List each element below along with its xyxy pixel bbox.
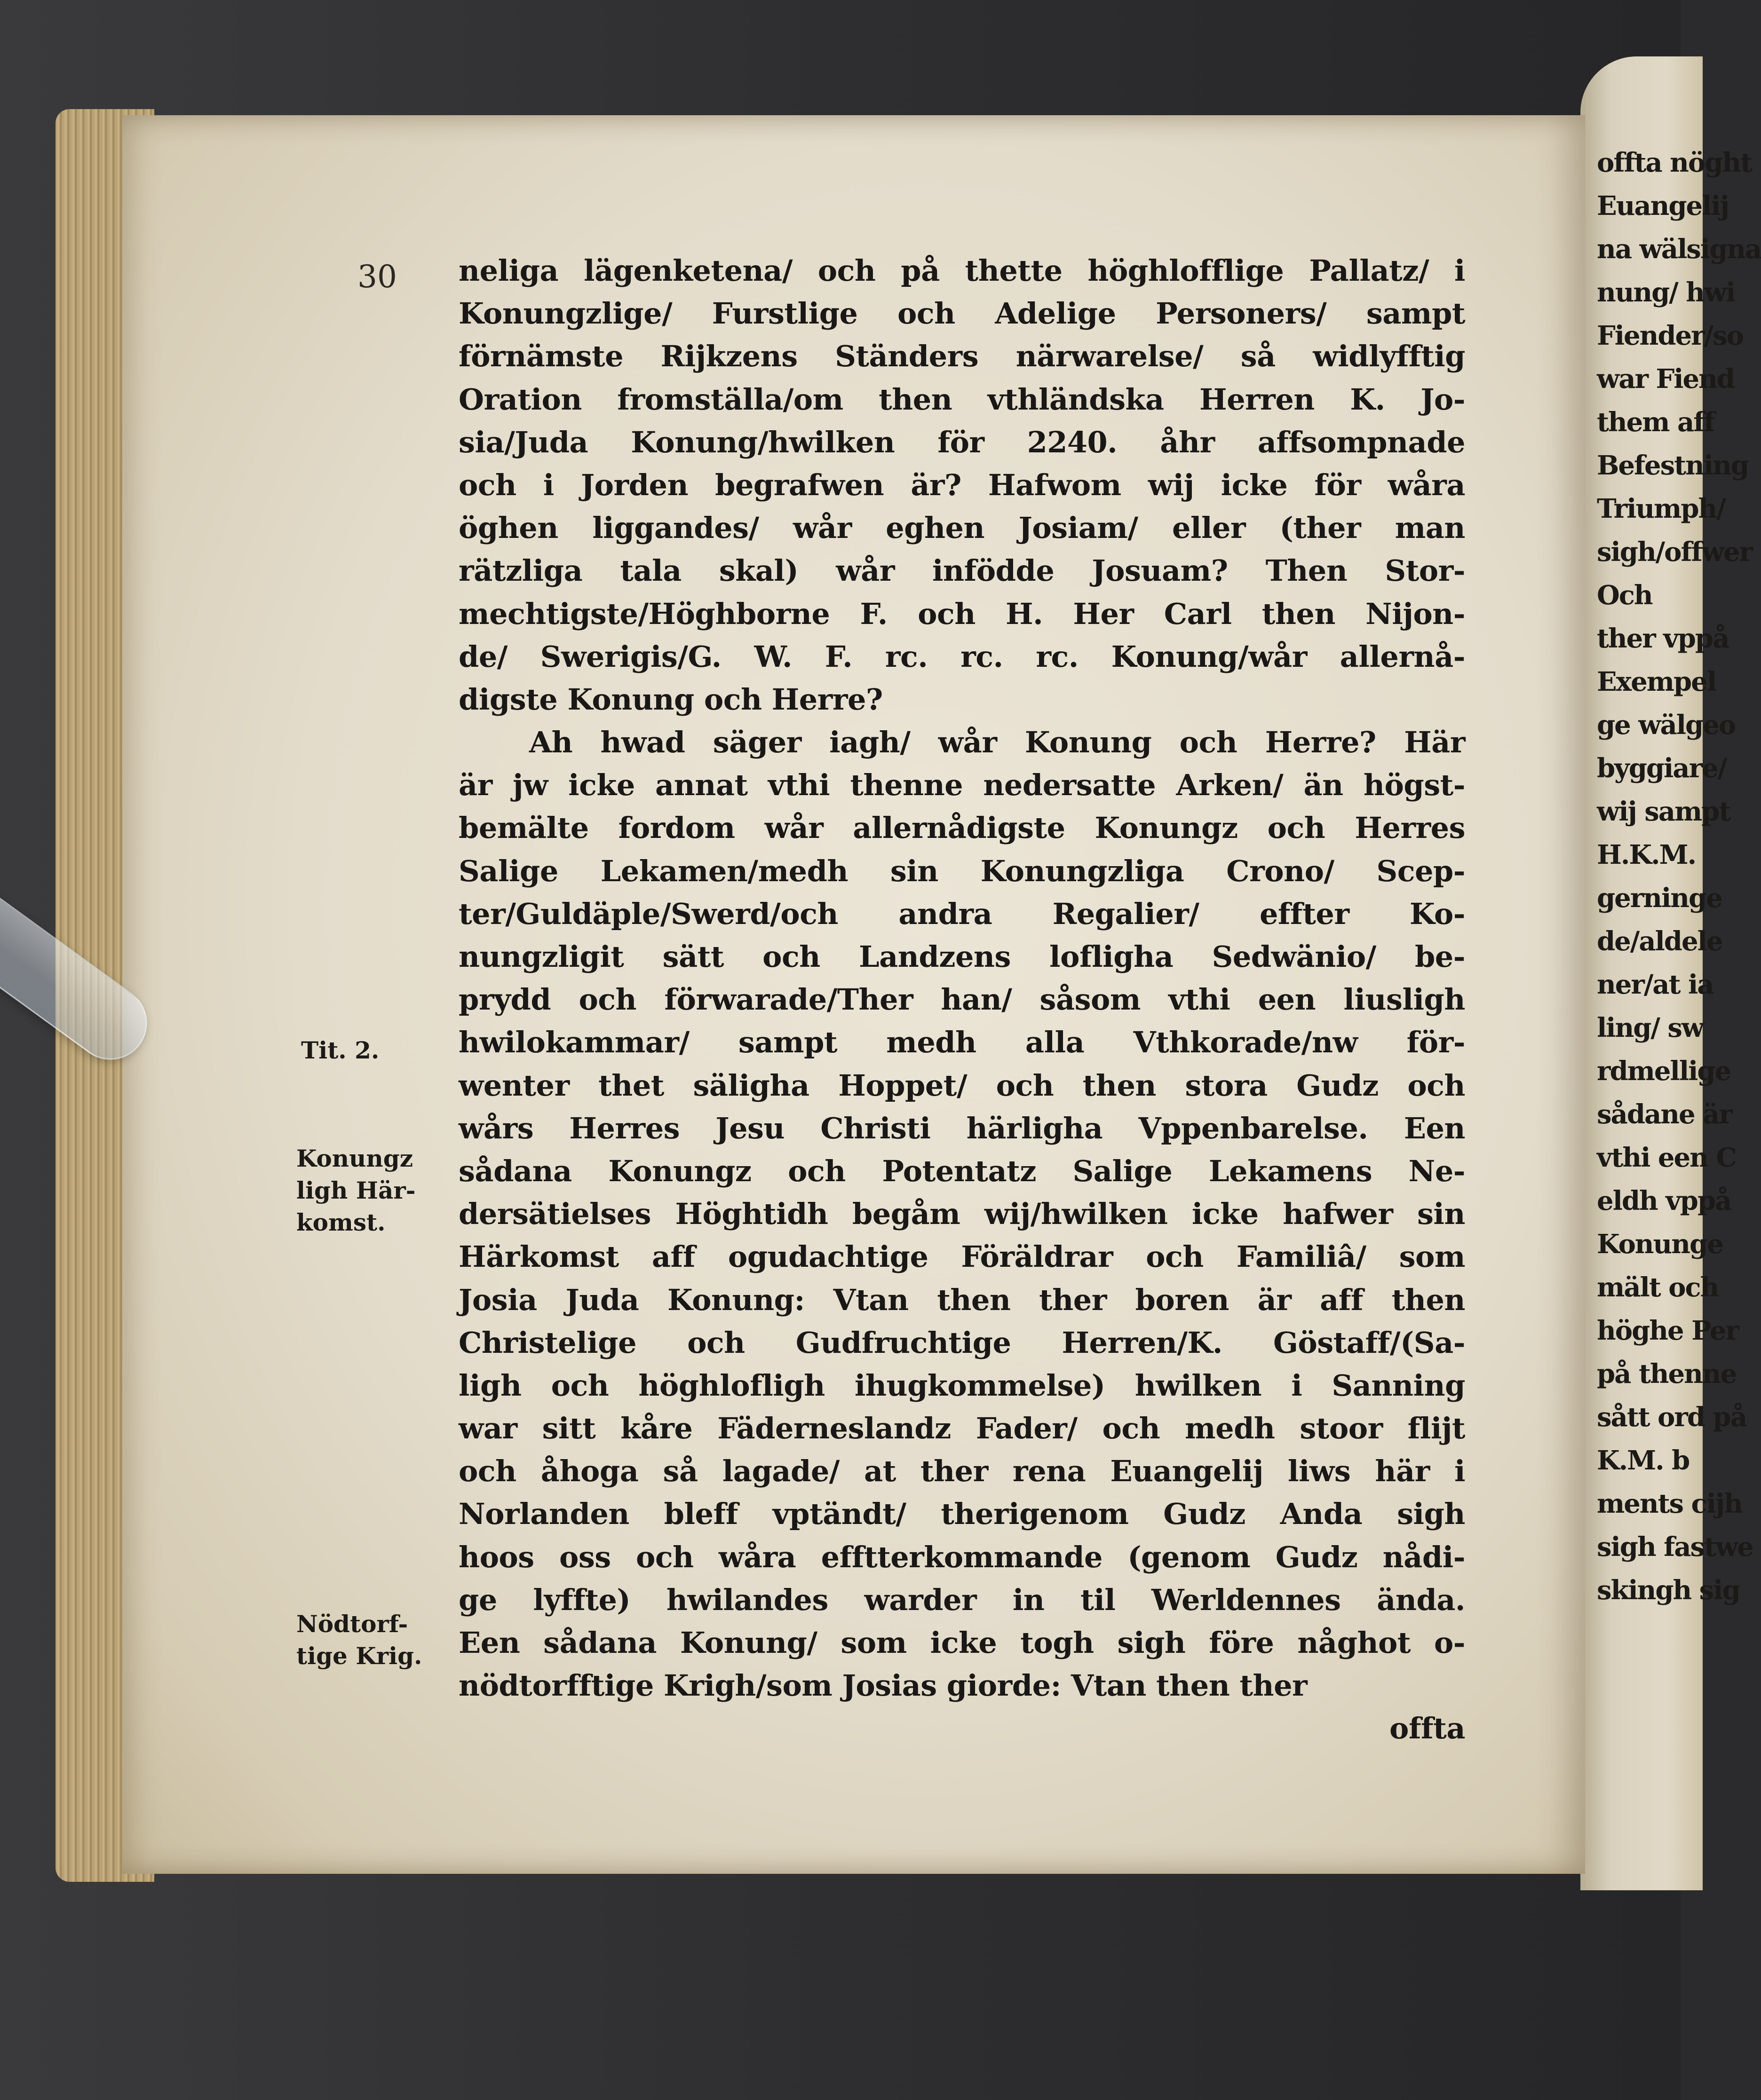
facing-page-line: na wälsigna <box>1597 234 1761 265</box>
text-line: bemälte fordom wår allernådigste Konungz och Herres <box>459 811 1465 845</box>
text-line: Salige Lekamen/medh sin Konungzliga Crono/ Scep- <box>459 853 1465 888</box>
facing-page-line: sått ord på <box>1597 1402 1746 1433</box>
facing-page-line: sigh fastwe <box>1597 1532 1753 1563</box>
text-line: och åhoga så lagade/ at ther rena Euangelij liws här i <box>459 1454 1465 1489</box>
facing-page-line: offta nöght <box>1597 147 1752 178</box>
text-line: prydd och förwarade/Ther han/ såsom vthi een liusligh <box>459 982 1465 1017</box>
facing-page-line: H.K.M. <box>1597 839 1696 870</box>
margin-note-tit <box>301 1034 379 1066</box>
facing-page-line: ling/ sw <box>1597 1012 1704 1043</box>
text-line: wenter thet säligha Hoppet/ och then stora Gudz och <box>459 1068 1465 1103</box>
text-line: ter/Guldäple/Swerd/och andra Regalier/ effter Ko- <box>459 896 1465 931</box>
text-line: digste Konung och Herre? <box>459 682 883 717</box>
text-line: Konungzlige/ Furstlige och Adelige Personers/ sampt <box>459 296 1465 331</box>
facing-page-line: eldh vppå <box>1597 1185 1731 1216</box>
text-line: Norlanden bleff vptändt/ therigenom Gudz Anda sigh <box>459 1497 1465 1532</box>
facing-page-line: byggiare/ <box>1597 753 1727 784</box>
facing-page-line: de/aldele <box>1597 926 1722 957</box>
facing-page-line: ther vppå <box>1597 623 1729 654</box>
text-line: war sitt kåre Fäderneslandz Fader/ och medh stoor flijt <box>459 1411 1465 1446</box>
facing-page-line: Konunge <box>1597 1229 1723 1260</box>
facing-page-line: sådane är <box>1597 1099 1732 1130</box>
facing-page-line: vthi een C <box>1597 1142 1736 1173</box>
text-line: ligh och höghlofligh ihugkommelse) hwilken i Sanning <box>459 1368 1465 1403</box>
margin-note-line: tige Krig. <box>296 1642 422 1670</box>
facing-page-line: mält och <box>1597 1272 1719 1303</box>
facing-page-line: ge wälgeo <box>1597 710 1736 741</box>
facing-page-line: Triumph/ <box>1597 493 1725 524</box>
text-line: Christelige och Gudfruchtige Herren/K. Göstaff/(Sa- <box>459 1325 1465 1360</box>
facing-page-line: Exempel <box>1597 666 1716 697</box>
margin-note-line: Tit. 2. <box>301 1036 380 1064</box>
text-line: och i Jorden begrafwen är? Hafwom wij icke för wåra <box>459 467 1465 502</box>
margin-note-konungz-harkomst <box>296 1143 415 1239</box>
text-line: neliga lägenketena/ och på thette höghlofflige Pallatz/ i <box>459 253 1465 288</box>
margin-note-line: komst. <box>296 1208 386 1236</box>
text-line: nödtorfftige Krigh/som Josias giorde: Vtan then ther <box>459 1668 1308 1703</box>
facing-page-line: skingh sig <box>1597 1575 1740 1606</box>
text-line: mechtigste/Höghborne F. och H. Her Carl then Nijon- <box>459 596 1465 631</box>
facing-page-line: Befestning <box>1597 450 1748 481</box>
facing-page-line: Och <box>1597 580 1652 611</box>
facing-page <box>1580 56 1761 1890</box>
text-line: sia/Juda Konung/hwilken för 2240. åhr affsompnade <box>459 425 1465 459</box>
facing-page-line: them aff <box>1597 407 1714 438</box>
margin-note-line: Nödtorf- <box>296 1610 408 1638</box>
text-line: nungzligit sätt och Landzens lofligha Sedwänio/ be- <box>459 939 1465 974</box>
facing-page-line: sigh/offwer <box>1597 537 1752 568</box>
margin-note-line: ligh Här- <box>296 1176 416 1204</box>
facing-page-line: war Fiend <box>1597 363 1735 395</box>
facing-page-line: Euangelij <box>1597 190 1729 221</box>
facing-page-line: gerninge <box>1597 883 1722 914</box>
text-line: hwilokammar/ sampt medh alla Vthkorade/nw för- <box>459 1025 1465 1060</box>
text-line: hoos oss och wåra efftterkommande (genom Gudz nådi- <box>459 1539 1465 1574</box>
text-line: Ah hwad säger iagh/ wår Konung och Herre? Här <box>529 725 1465 760</box>
text-line: de/ Swerigis/G. W. F. rc. rc. rc. Konung/wår allernå- <box>459 639 1465 674</box>
text-line: dersätielses Höghtidh begåm wij/hwilken icke hafwer sin <box>459 1197 1465 1232</box>
text-line: förnämste Rijkzens Ständers närwarelse/ så widlyfftig <box>459 339 1465 374</box>
facing-page-text <box>1597 141 1761 1612</box>
page-number: 30 <box>357 259 397 295</box>
catchword: offta <box>1389 1711 1465 1746</box>
text-line: Oration fromställa/om then vthländska Herren K. Jo- <box>459 382 1465 417</box>
text-line: ge lyffte) hwilandes warder in til Werldennes ända. <box>459 1582 1465 1617</box>
main-text-block <box>459 249 1465 1750</box>
facing-page-line: nung/ hwi <box>1597 277 1735 308</box>
text-line: Een sådana Konung/ som icke togh sigh före någhot o- <box>459 1626 1465 1660</box>
text-line: Härkomst aff ogudachtige Föräldrar och Familiâ/ som <box>459 1239 1465 1274</box>
facing-page-line: ments cijh <box>1597 1488 1742 1519</box>
margin-note-line: Konungz <box>296 1145 413 1172</box>
margin-note-nodtorftige-krig <box>296 1608 422 1672</box>
text-line: är jw icke annat vthi thenne nedersatte Arken/ än högst- <box>459 768 1465 803</box>
facing-page-line: K.M. b <box>1597 1445 1690 1476</box>
facing-page-line: höghe Per <box>1597 1315 1738 1346</box>
facing-page-line: ner/at ia <box>1597 969 1713 1000</box>
facing-page-line: rdmellige <box>1597 1056 1731 1087</box>
text-line: wårs Herres Jesu Christi härligha Vppenbarelse. Een <box>459 1111 1465 1145</box>
text-line: öghen liggandes/ wår eghen Josiam/ eller (ther man <box>459 511 1465 545</box>
facing-page-line: på thenne <box>1597 1358 1737 1389</box>
text-line: Josia Juda Konung: Vtan then ther boren är aff then <box>459 1282 1465 1317</box>
text-line: sådana Konungz och Potentatz Salige Lekamens Ne- <box>459 1153 1465 1188</box>
facing-page-line: Fiender/so <box>1597 320 1743 351</box>
facing-page-line: wij sampt <box>1597 796 1730 827</box>
text-line: rätzliga tala skal) wår infödde Josuam? Then Stor- <box>459 553 1465 588</box>
